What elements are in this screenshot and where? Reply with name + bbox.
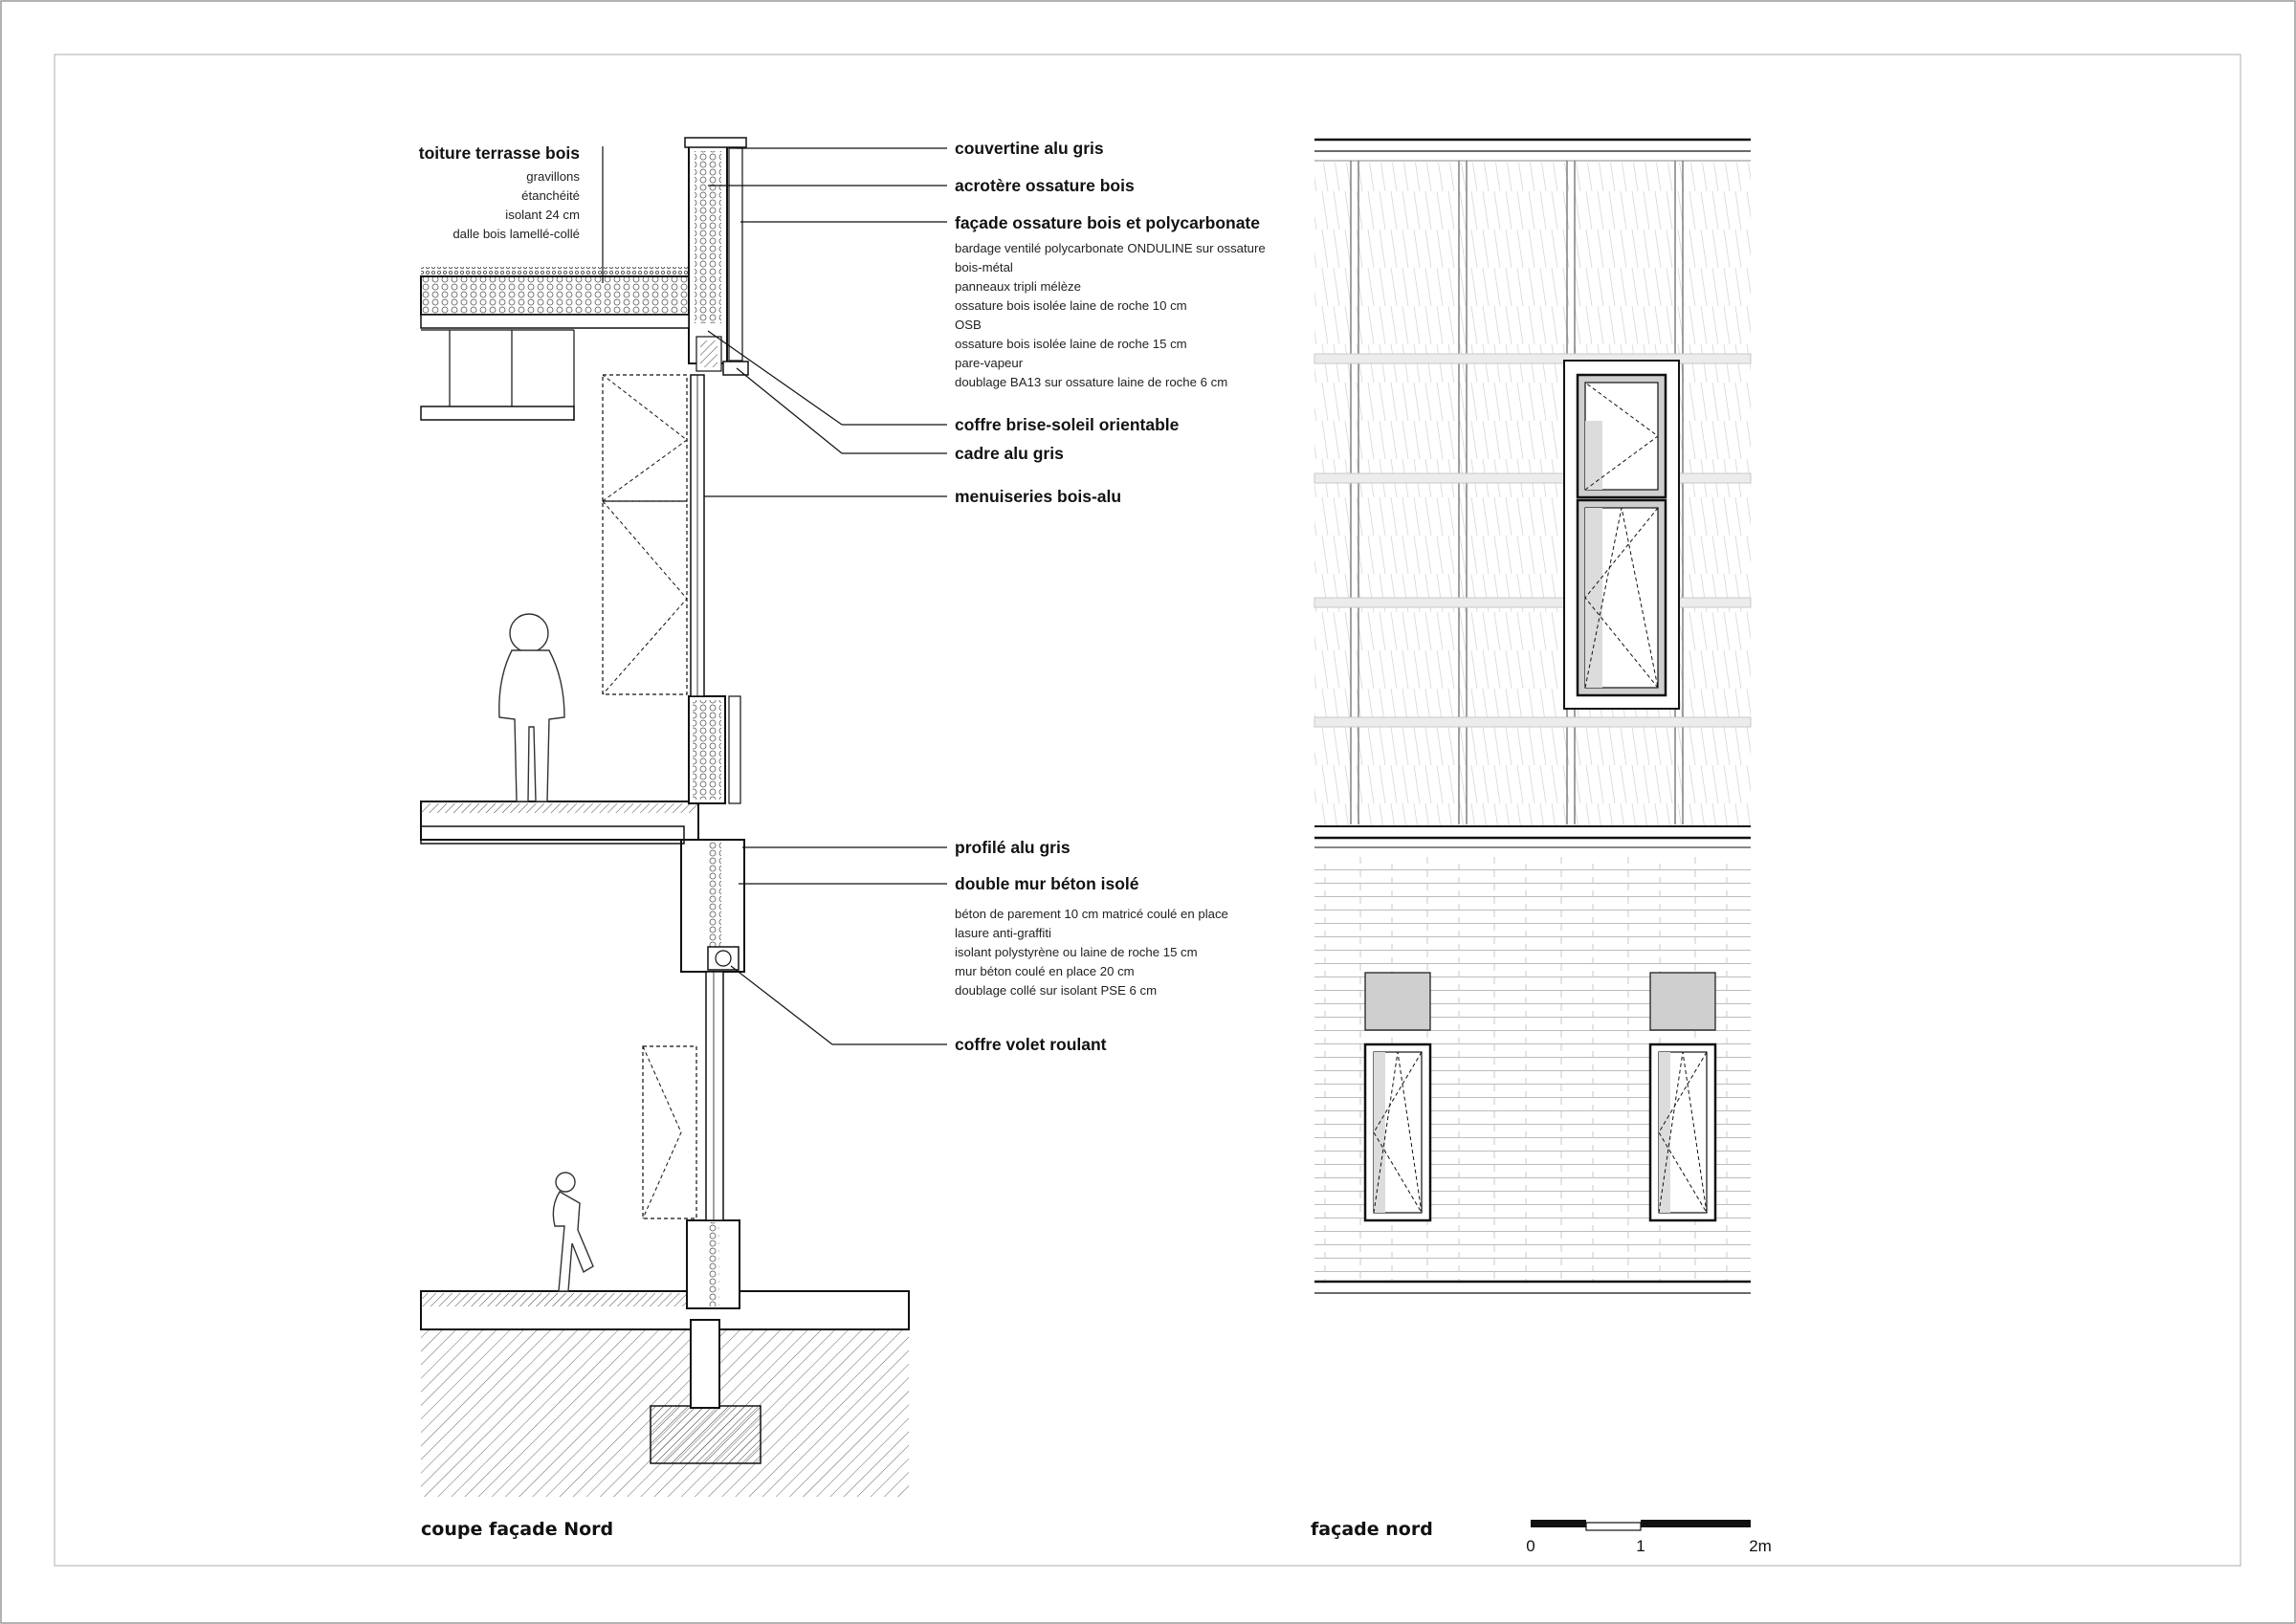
small-window-right <box>1650 973 1715 1220</box>
facade-layer-5: OSB <box>955 318 982 332</box>
double-wall-label-title: double mur béton isolé <box>955 874 1139 893</box>
shutter-box-label: coffre volet roulant <box>955 1035 1107 1054</box>
scale-label-1: 1 <box>1636 1537 1645 1555</box>
adult-silhouette <box>499 614 564 801</box>
facade-layer-2: bois-métal <box>955 260 1013 274</box>
coping-label: couvertine alu gris <box>955 139 1104 158</box>
section-drawing <box>419 138 1266 1497</box>
elevation-title: façade nord <box>1311 1519 1433 1540</box>
double-wall-layer-4: mur béton coulé en place 20 cm <box>955 964 1135 978</box>
roof-gravel <box>421 267 689 276</box>
elevation-drawing <box>1314 140 1751 1293</box>
lower-window-frame <box>706 972 723 1220</box>
section-title: coupe façade Nord <box>421 1519 614 1540</box>
upper-window-bottom-swing <box>603 501 687 694</box>
alu-profile-label: profilé alu gris <box>955 838 1071 857</box>
scale-label-2m: 2m <box>1749 1537 1772 1555</box>
small-window-left <box>1365 973 1430 1220</box>
sun-shade-label: coffre brise-soleil orientable <box>955 415 1180 434</box>
facade-layer-7: pare-vapeur <box>955 356 1024 370</box>
upper-wall-lower-insul <box>693 700 721 800</box>
roof-layer-4: dalle bois lamellé-collé <box>453 227 580 241</box>
slab-ground-insulation <box>421 1293 694 1306</box>
roof-layer-1: gravillons <box>526 169 580 184</box>
facade-layer-1: bardage ventilé polycarbonate ONDULINE sur ossature <box>955 241 1266 255</box>
foundation-wall <box>691 1320 719 1408</box>
double-wall-layer-3: isolant polystyrène ou laine de roche 15 cm <box>955 945 1198 959</box>
facade-layer-8: doublage BA13 sur ossature laine de roche 6 cm <box>955 375 1228 389</box>
roof-layer-2: étanchéité <box>521 188 580 203</box>
scale-label-0: 0 <box>1526 1537 1535 1555</box>
alu-frame-label: cadre alu gris <box>955 444 1064 463</box>
sun-shade-frame <box>723 362 748 375</box>
acroterion-insul <box>695 151 721 323</box>
roof-ceiling <box>421 406 574 420</box>
roof-clt <box>421 315 689 328</box>
double-wall-layer-5: doublage collé sur isolant PSE 6 cm <box>955 983 1158 998</box>
acroterion-label: acrotère ossature bois <box>955 176 1135 195</box>
double-wall-layer-2: lasure anti-graffiti <box>955 926 1051 940</box>
coping <box>685 138 746 147</box>
floor-slab-1-finish <box>421 803 698 813</box>
upper-window-top-swing <box>603 375 687 501</box>
facade-layer-3: panneaux tripli mélèze <box>955 279 1081 294</box>
footing <box>651 1406 761 1463</box>
lower-wall-insulation <box>708 1222 719 1306</box>
child-silhouette <box>553 1173 593 1291</box>
cladding-upper <box>729 148 742 361</box>
lower-window-swing <box>643 1046 696 1218</box>
inner-border <box>55 55 2241 1566</box>
scale-bar <box>1526 1520 1772 1555</box>
roof-layer-3: isolant 24 cm <box>505 208 580 222</box>
double-wall-layer-1: béton de parement 10 cm matricé coulé en place <box>955 907 1228 921</box>
roof-deck <box>421 276 689 315</box>
joinery-label: menuiseries bois-alu <box>955 487 1122 506</box>
facade-label-title: façade ossature bois et polycarbonate <box>955 213 1260 232</box>
cladding-lower <box>729 696 740 803</box>
roof-label-title: toiture terrasse bois <box>418 143 580 163</box>
facade-layer-4: ossature bois isolée laine de roche 10 cm <box>955 298 1187 313</box>
facade-layer-6: ossature bois isolée laine de roche 15 cm <box>955 337 1187 351</box>
